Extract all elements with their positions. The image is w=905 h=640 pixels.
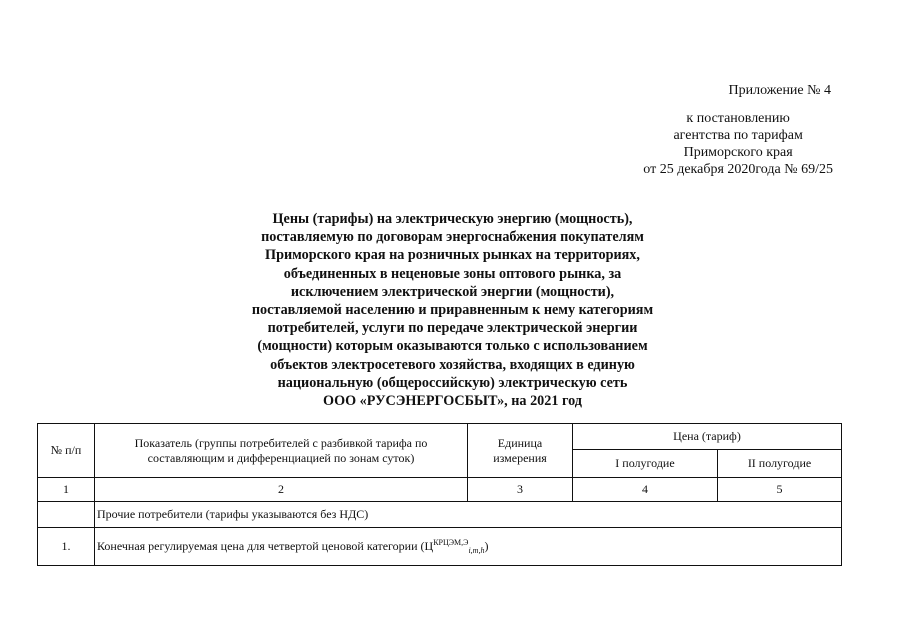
title-line: исключением электрической энергии (мощности), xyxy=(290,283,615,300)
title-line: поставляемую по договорам энергоснабжения покупателям xyxy=(261,229,644,246)
title-line: (мощности) которым оказываются только с использованием xyxy=(257,338,648,355)
title-line: объединенных в неценовые зоны оптового рынка, за xyxy=(283,265,622,282)
title-line: объектов электросетевого хозяйства, входящих в единую xyxy=(270,356,635,373)
title-line: Приморского края на розничных рынках на территориях, xyxy=(265,247,640,264)
appendix-line: Приморского края xyxy=(683,145,793,160)
header-price: Цена (тариф) xyxy=(573,424,842,450)
appendix-line: от 25 декабря 2020года № 69/25 xyxy=(643,162,833,177)
section-no-cell xyxy=(38,502,95,528)
header-no: № п/п xyxy=(38,424,95,478)
row-superscript: КРЦЭМ,Э xyxy=(433,538,469,547)
col-number-2: 2 xyxy=(95,478,468,502)
col-number-4: 4 xyxy=(573,478,718,502)
appendix-details xyxy=(643,110,833,178)
title-line: Цены (тарифы) на электрическую энергию (мощность), xyxy=(272,211,633,227)
header-indicator: Показатель (группы потребителей с разбивкой тарифа по составляющим и дифференциацией по зонам суток) xyxy=(95,424,468,478)
appendix-title: Приложение № 4 xyxy=(728,83,831,98)
row-indicator xyxy=(95,528,842,566)
document-title xyxy=(215,210,690,410)
title-line: национальную (общероссийскую) электрическую сеть xyxy=(277,374,628,391)
title-line: поставляемой населению и приравненным к нему категориям xyxy=(251,302,654,319)
section-label: Прочие потребители (тарифы указываются без НДС) xyxy=(95,502,842,528)
row-number: 1. xyxy=(38,528,95,566)
title-line: ООО «РУСЭНЕРГОСБЫТ», на 2021 год xyxy=(323,393,582,410)
row-subscript: i,m,h xyxy=(468,546,485,555)
row-close-paren: ) xyxy=(484,539,489,553)
header-half1: I полугодие xyxy=(573,450,718,478)
col-number-3: 3 xyxy=(468,478,573,502)
col-number-1: 1 xyxy=(38,478,95,502)
header-half2: II полугодие xyxy=(718,450,842,478)
col-number-5: 5 xyxy=(718,478,842,502)
appendix-line: агентства по тарифам xyxy=(673,128,803,143)
title-line: потребителей, услуги по передаче электрической энергии xyxy=(267,320,638,337)
appendix-line: к постановлению xyxy=(686,111,790,126)
header-unit: Единица измерения xyxy=(468,424,573,478)
row-text: Конечная регулируемая цена для четвертой ценовой категории (Ц xyxy=(97,539,434,553)
tariff-table xyxy=(37,423,842,566)
